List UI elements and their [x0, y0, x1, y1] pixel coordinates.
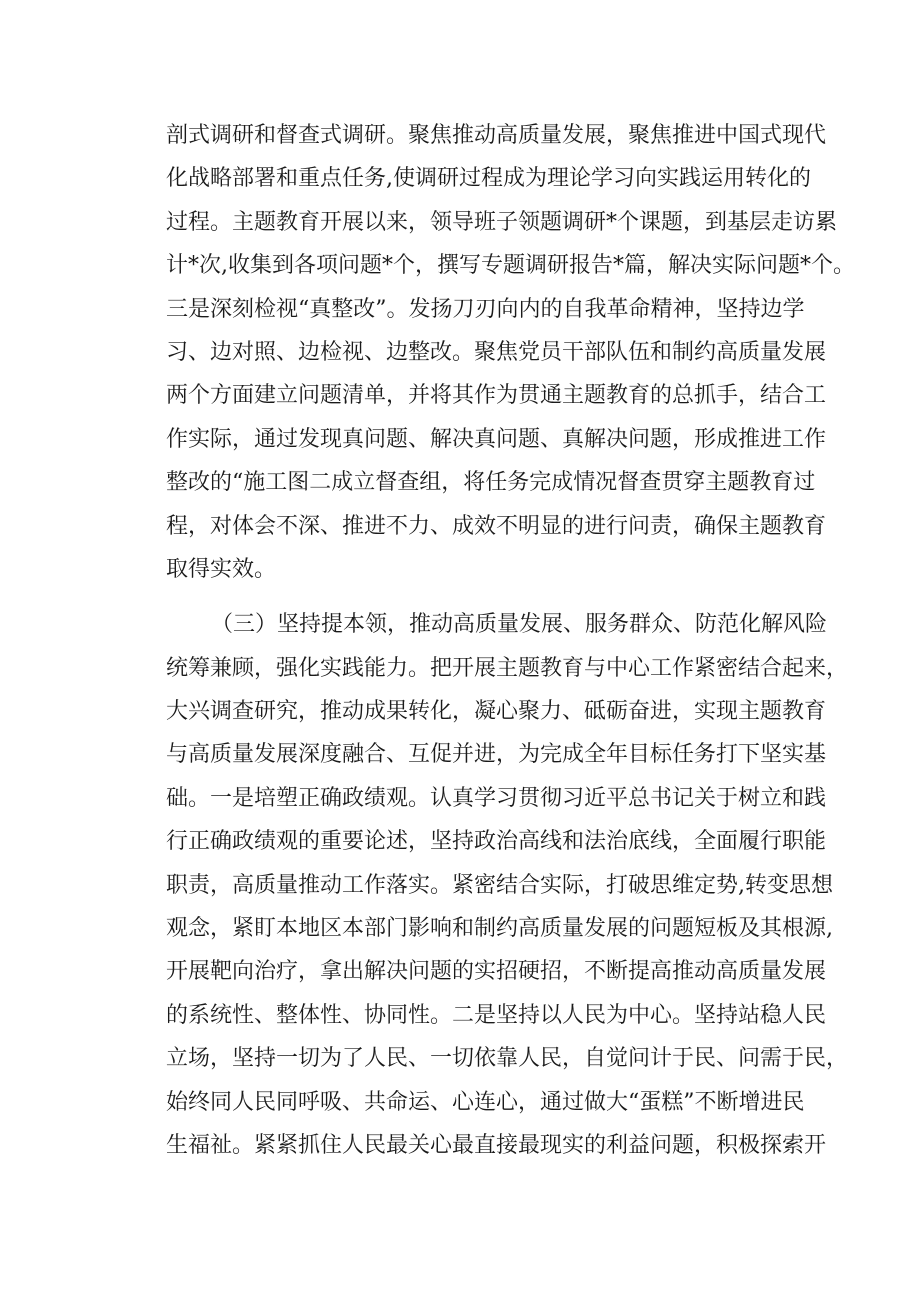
text-line: 两个方面建立问题清单，并将其作为贯通主题教育的总抓手，结合工 — [166, 383, 827, 409]
text-line: 计*次,收集到各项问题*个，撰写专题调研报告*篇，解决实际问题*个。 — [166, 253, 855, 279]
text-line: 大兴调查研究，推动成果转化，凝心聚力、砥砺奋进，实现主题教育 — [166, 699, 827, 725]
body-text — [166, 114, 855, 1167]
text-line: 过程。主题教育开展以来，领导班子领题调研*个课题，到基层走访累 — [166, 209, 838, 235]
paragraph-2 — [166, 603, 849, 1167]
text-line: 础。一是培塑正确政绩观。认真学习贯彻习近平总书记关于树立和践 — [166, 785, 827, 811]
text-line: 观念，紧盯本地区本部门影响和制约高质量发展的问题短板及其根源, — [166, 916, 833, 942]
paragraph-1 — [166, 114, 855, 591]
text-line: 始终同人民同呼吸、共命运、心连心，通过做大“蛋糕”不断增进民 — [166, 1089, 805, 1115]
text-line: 的系统性、整体性、协同性。二是坚持以人民为中心。坚持站稳人民 — [166, 1002, 827, 1028]
text-line: 与高质量发展深度融合、互促并进，为完成全年目标任务打下坚实基 — [166, 742, 827, 768]
text-line: 开展靶向治疗，拿出解决问题的实招硬招，不断提高推动高质量发展 — [166, 959, 827, 985]
section-heading-line: （三）坚持提本领，推动高质量发展、服务群众、防范化解风险 — [211, 612, 828, 638]
text-line: 职责，高质量推动工作落实。紧密结合实际，打破思维定势,转变思想 — [166, 872, 833, 898]
text-line: 剖式调研和督查式调研。聚焦推动高质量发展，聚焦推进中国式现代 — [166, 123, 827, 148]
text-line: 化战略部署和重点任务,使调研过程成为理论学习向实践运用转化的 — [166, 166, 811, 192]
text-line: 生福祉。紧紧抓住人民最关心最直接最现实的利益问题，积极探索开 — [166, 1132, 827, 1158]
text-line: 程，对体会不深、推进不力、成效不明显的进行问责，确保主题教育 — [166, 513, 827, 539]
text-line: 行正确政绩观的重要论述，坚持政治高线和法治底线，全面履行职能 — [166, 829, 827, 855]
text-line: 三是深刻检视“真整改”。发扬刀刃向内的自我革命精神，坚持边学 — [166, 296, 805, 322]
paragraph-gap — [166, 591, 796, 603]
text-line: 统筹兼顾，强化实践能力。把开展主题教育与中心工作紧密结合起来， — [166, 655, 849, 681]
text-line: 取得实效。 — [166, 556, 277, 582]
text-line: 作实际，通过发现真问题、解决真问题、真解决问题，形成推进工作 — [166, 426, 827, 452]
text-line: 立场，坚持一切为了人民、一切依靠人民，自觉问计于民、问需于民， — [166, 1046, 849, 1072]
text-line: 整改的“施工图二成立督查组，将任务完成情况督查贯穿主题教育过 — [166, 470, 816, 496]
text-line: 习、边对照、边检视、边整改。聚焦党员干部队伍和制约高质量发展 — [166, 339, 827, 365]
